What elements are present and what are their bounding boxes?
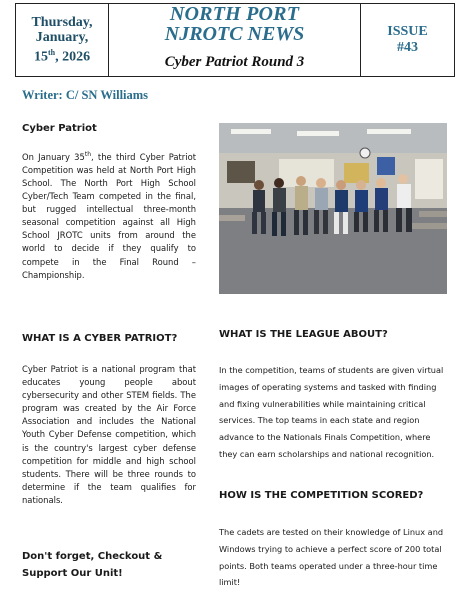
paragraph-ordinal: th [84,151,91,158]
paragraph-start: On January 35 [22,151,85,162]
what-is-cyber-patriot-paragraph: Cyber Patriot is a national program that educates young people about cybersecurity and other STEM fields. The program was created by the Air Force Association and includes the National Youth Cyber Defense competition, which is the country's largest cyber defense competition for middle and high school students. There will be three rounds to determine if the team qualifies for nationals. [22,364,196,505]
newsletter-title [109,4,360,76]
masthead [15,3,455,77]
issue-number-box [360,4,454,76]
writer-byline: Writer: C/ SN Williams [22,88,149,102]
title-line-1: NORTH PORT [169,3,300,25]
title-line-2: NJROTC NEWS [164,23,305,45]
issue-number: #43 [397,40,418,55]
date-year: , 2026 [55,49,91,65]
scoring-heading: HOW IS THE COMPETITION SCORED? [219,490,424,501]
date-suffix: th [47,48,56,58]
cyber-patriot-paragraph [22,148,196,282]
league-heading: WHAT IS THE LEAGUE ABOUT? [219,329,388,340]
what-is-cyber-patriot-heading: WHAT IS A CYBER PATRIOT? [22,333,178,344]
league-paragraph: In the competition, teams of students are given virtual images of operating systems and tasked with finding and fixing vulnerabilities while maintaining critical services. The top teams in each state and region advance to the Nationals Finals Competition, where they can earn scholarships and national recognition. [219,365,444,459]
closing-callout: Don't forget, Checkout & Support Our Unit! [22,551,163,579]
classroom-photo-illustration [219,123,447,294]
paragraph-rest: , the third Cyber Patriot Competition was held at North Port High School. The North Port High School Cyber/Tech Team competed in the final, but rugged intellectual three-month seasonal competition against all High School JROTC units from around the world to decide if they qualify to compete in the Final Round – Championship. [22,151,196,280]
date-month: January, [35,30,89,46]
date-weekday: Thursday, [31,15,93,31]
team-photo [219,123,447,294]
date-day: 15 [33,49,48,65]
date-day-year [34,45,90,65]
issue-label: ISSUE [387,24,428,39]
cyber-patriot-heading: Cyber Patriot [22,123,97,134]
scoring-paragraph: The cadets are tested on their knowledge of Linux and Windows trying to achieve a perfect score of 200 total points. Both teams operated under a three-hour time limit! [219,527,444,588]
issue-subtitle: Cyber Patriot Round 3 [164,54,305,70]
issue-date [16,4,109,76]
